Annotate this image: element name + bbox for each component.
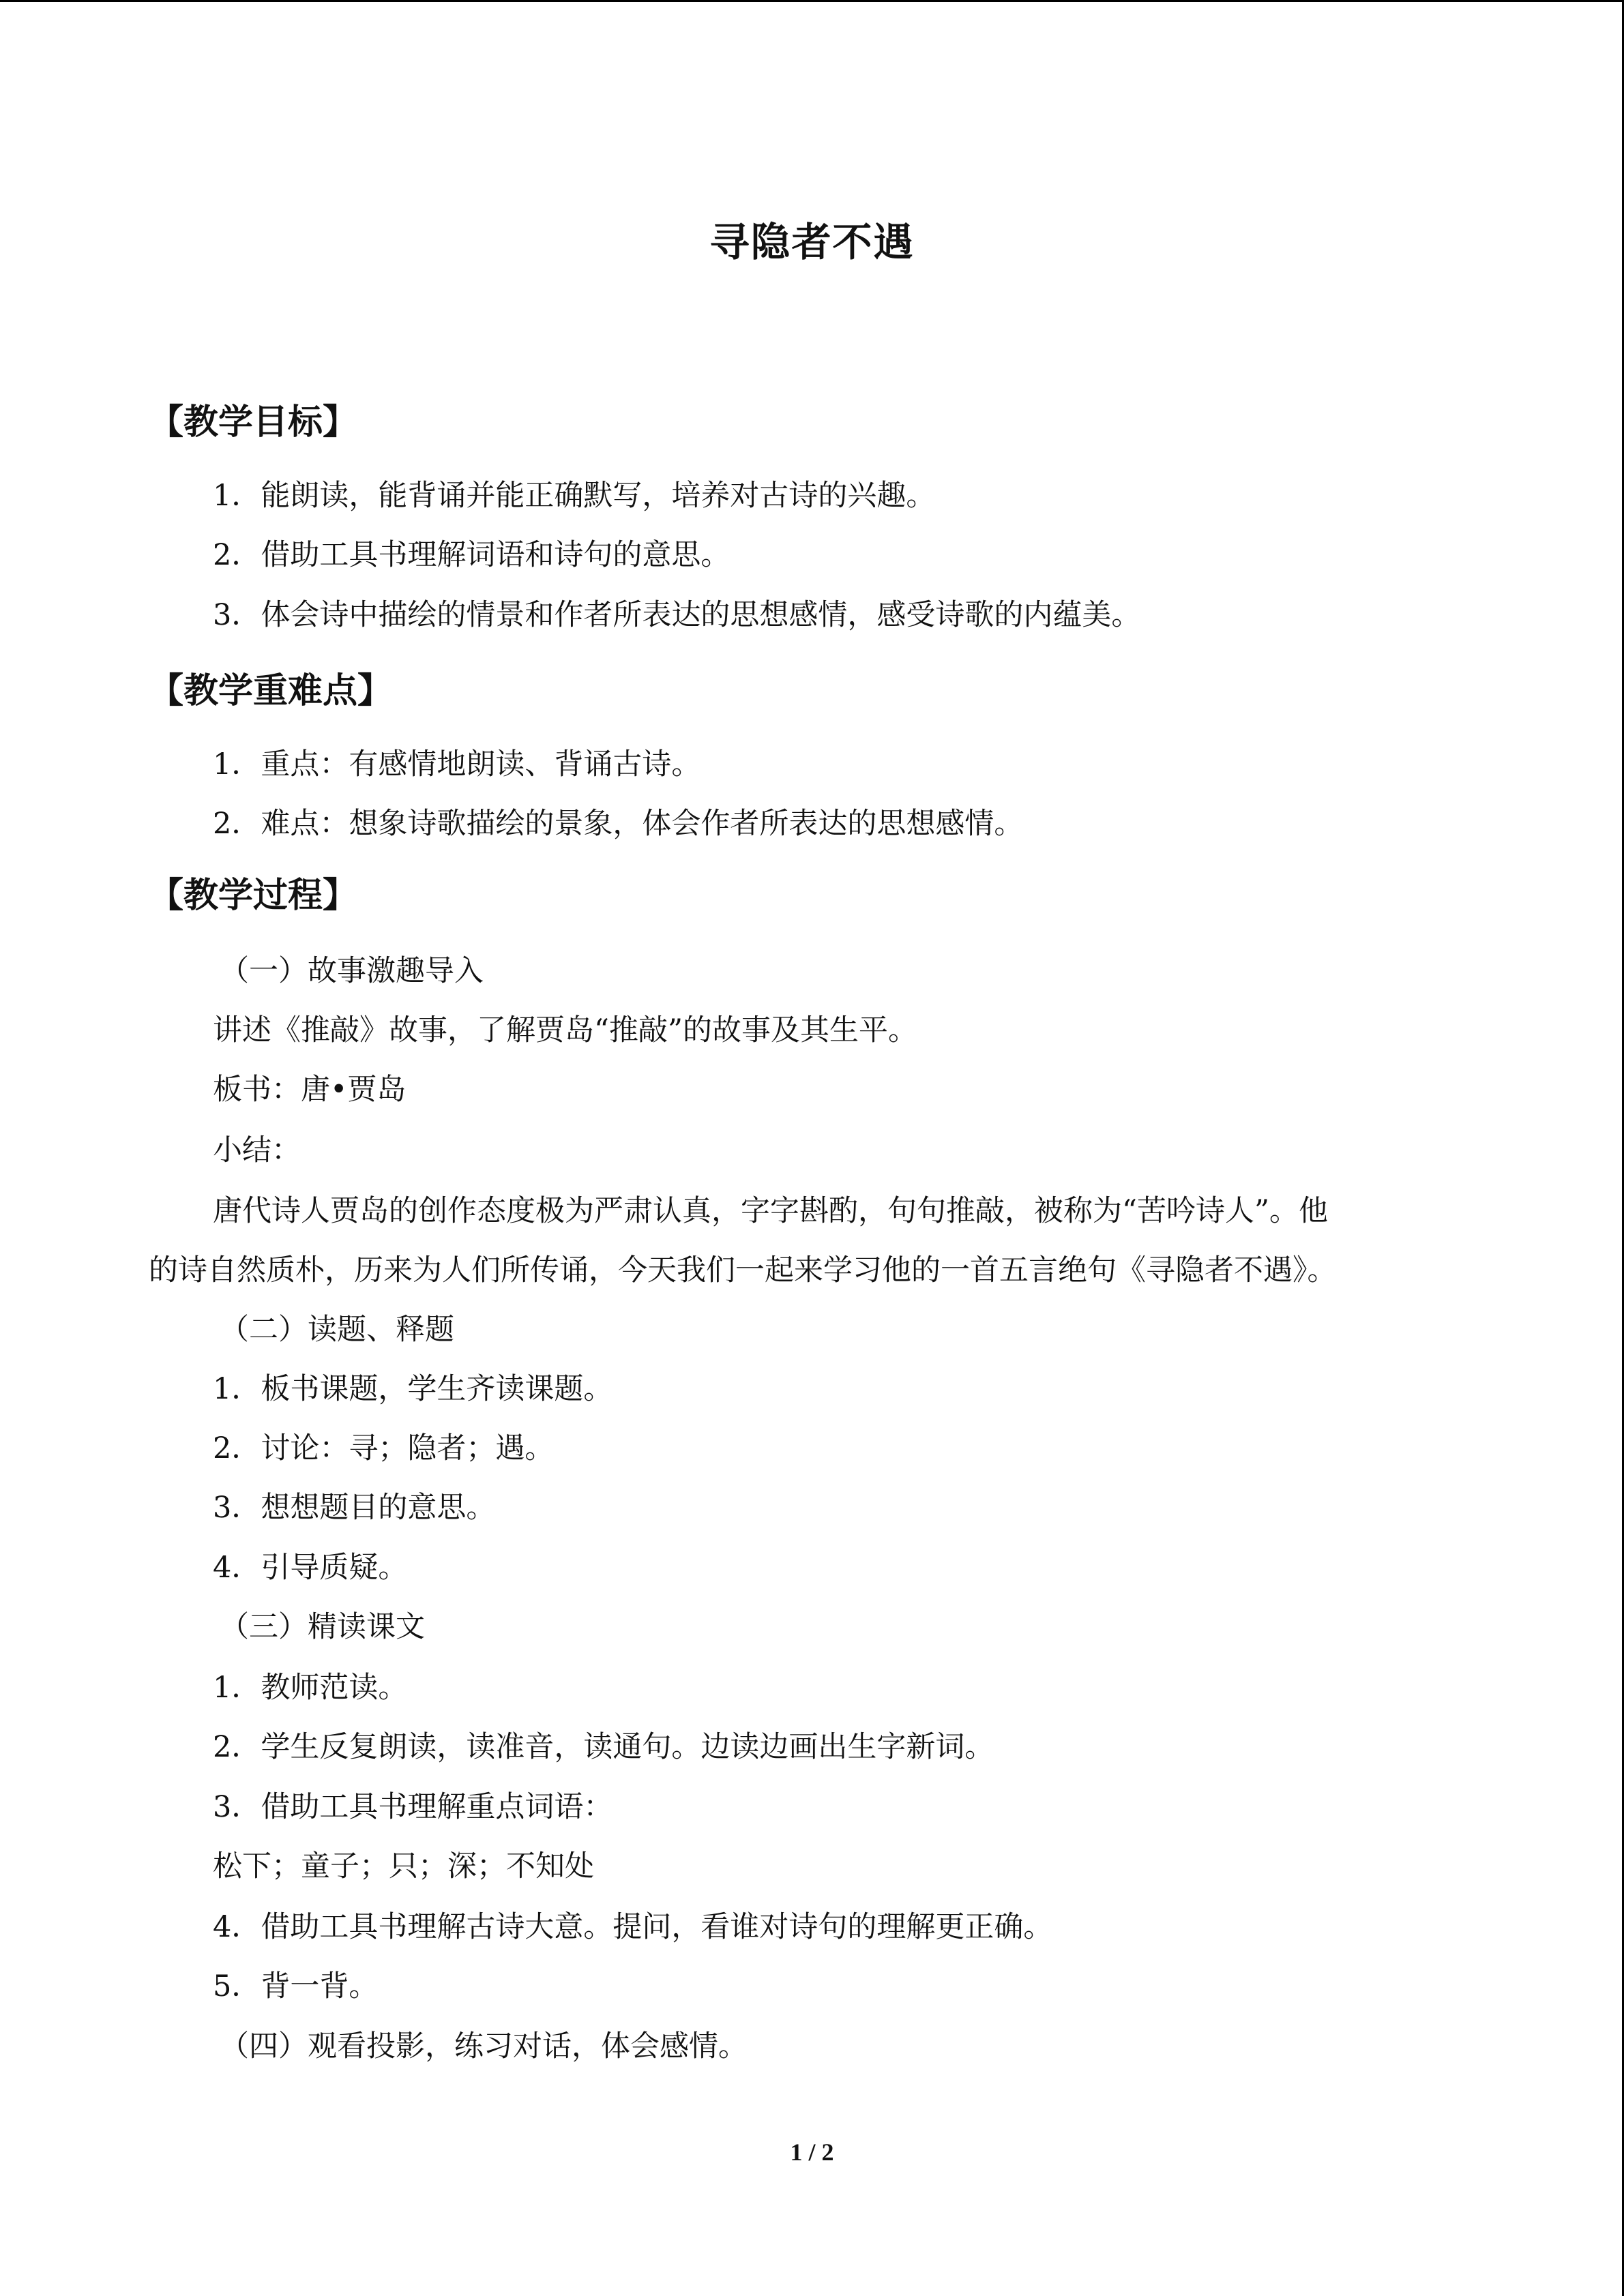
part1-line-3: 小结： [213,1133,301,1167]
keypoint-item-2: 2．难点：想象诗歌描绘的景象，体会作者所表达的思想感情。 [213,807,1024,841]
goal-item-3: 3．体会诗中描绘的情景和作者所表达的思想感情，感受诗歌的内蕴美。 [213,598,1141,632]
part2-item-2: 2．讨论：寻；隐者；遇。 [213,1431,555,1465]
part1-title: （一）故事激趣导入 [220,954,484,988]
part1-line-1: 讲述《推敲》故事，了解贾岛“推敲”的故事及其生平。 [213,1013,917,1047]
part1-paragraph-line-a: 唐代诗人贾岛的创作态度极为严肃认真，字字斟酌，句句推敲，被称为“苦吟诗人”。他 [213,1194,1328,1228]
part3-key-words: 松下；童子；只；深；不知处 [213,1849,594,1883]
goal-item-1: 1．能朗读，能背诵并能正确默写，培养对古诗的兴趣。 [213,479,936,513]
page-title: 寻隐者不遇 [709,219,915,265]
part2-item-1: 1．板书课题，学生齐读课题。 [213,1372,613,1406]
part3-item-5: 5．背一背。 [213,1969,379,2003]
part2-item-3: 3．想想题目的意思。 [213,1491,496,1525]
part3-title: （三）精读课文 [220,1610,425,1644]
keypoint-item-1: 1．重点：有感情地朗读、背诵古诗。 [213,747,701,781]
part3-item-1: 1．教师范读。 [213,1671,408,1705]
section-heading-goals: 【教学目标】 [149,402,358,443]
part3-item-3: 3．借助工具书理解重点词语： [213,1790,613,1824]
part1-paragraph-line-b: 的诗自然质朴，历来为人们所传诵，今天我们一起来学习他的一首五言绝句《寻隐者不遇》。 [149,1253,1337,1287]
part2-item-4: 4．引导质疑。 [213,1551,408,1585]
section-heading-process: 【教学过程】 [149,876,358,916]
section-heading-keypoints: 【教学重难点】 [149,671,393,711]
part4-title: （四）观看投影，练习对话，体会感情。 [220,2029,748,2063]
goal-item-2: 2．借助工具书理解词语和诗句的意思。 [213,538,730,572]
part3-item-4: 4．借助工具书理解古诗大意。提问，看谁对诗句的理解更正确。 [213,1910,1053,1944]
page-number: 1 / 2 [790,2138,834,2166]
part1-line-2: 板书：唐•贾岛 [213,1073,407,1107]
part3-item-2: 2．学生反复朗读，读准音，读通句。边读边画出生字新词。 [213,1730,994,1764]
part2-title: （二）读题、释题 [220,1313,454,1347]
